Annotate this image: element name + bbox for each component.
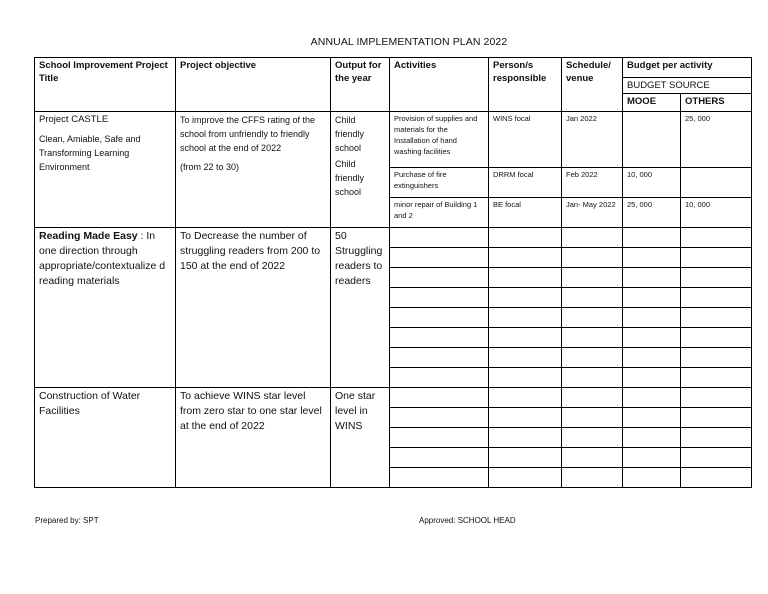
- empty-cell: [681, 468, 752, 488]
- project-castle-objective-note: (from 22 to 30): [180, 162, 240, 172]
- project-castle-output-cell: [331, 112, 390, 228]
- reading-project-title-cell: [35, 228, 176, 388]
- empty-cell: [562, 448, 623, 468]
- empty-cell: [489, 228, 562, 248]
- reading-project-objective: To Decrease the number of struggling readers from 200 to 150 at the end of 2022: [176, 228, 331, 388]
- person-cell: WINS focal: [489, 112, 562, 168]
- empty-cell: [562, 348, 623, 368]
- empty-cell: [623, 428, 681, 448]
- empty-cell: [623, 308, 681, 328]
- empty-cell: [562, 408, 623, 428]
- person-cell: BE focal: [489, 198, 562, 228]
- empty-cell: [390, 328, 489, 348]
- empty-cell: [489, 388, 562, 408]
- mooe-cell: 25, 000: [623, 198, 681, 228]
- prepared-by: Prepared by: SPT: [35, 516, 99, 525]
- empty-cell: [623, 368, 681, 388]
- schedule-cell: Jan- May 2022: [562, 198, 623, 228]
- activity-cell: minor repair of Building 1 and 2: [390, 198, 489, 228]
- water-project-title: Construction of Water Facilities: [35, 388, 176, 488]
- empty-cell: [681, 248, 752, 268]
- schedule-cell: Jan 2022: [562, 112, 623, 168]
- empty-cell: [489, 468, 562, 488]
- empty-cell: [390, 308, 489, 328]
- water-project-output: One star level in WINS: [331, 388, 390, 488]
- empty-cell: [681, 348, 752, 368]
- empty-cell: [489, 268, 562, 288]
- reading-project-description: : In one direction through appropriate/contextualize d reading materials: [39, 230, 166, 287]
- empty-cell: [681, 328, 752, 348]
- empty-cell: [489, 448, 562, 468]
- empty-cell: [390, 268, 489, 288]
- empty-cell: [562, 248, 623, 268]
- schedule-cell: Feb 2022: [562, 168, 623, 198]
- empty-cell: [390, 248, 489, 268]
- empty-cell: [562, 228, 623, 248]
- empty-cell: [681, 228, 752, 248]
- empty-cell: [623, 288, 681, 308]
- empty-cell: [623, 228, 681, 248]
- empty-cell: [562, 428, 623, 448]
- header-output: Output for the year: [331, 58, 390, 112]
- empty-cell: [562, 328, 623, 348]
- empty-cell: [390, 228, 489, 248]
- empty-cell: [623, 408, 681, 428]
- others-cell: 25, 000: [681, 112, 752, 168]
- activity-cell: Provision of supplies and materials for the Installation of hand washing facilities: [390, 112, 489, 168]
- project-castle-output-1: Child friendly school: [335, 115, 365, 153]
- reading-project-output: 50 Struggling readers to readers: [331, 228, 390, 388]
- project-castle-title-cell: [35, 112, 176, 228]
- empty-cell: [489, 348, 562, 368]
- header-mooe: MOOE: [623, 94, 681, 112]
- project-castle-objective: To improve the CFFS rating of the school from unfriendly to friendly school at the end of 2022: [180, 115, 316, 153]
- empty-cell: [390, 288, 489, 308]
- water-project-objective: To achieve WINS star level from zero star to one star level at the end of 2022: [176, 388, 331, 488]
- empty-cell: [562, 288, 623, 308]
- approved-by: Approved: SCHOOL HEAD: [419, 516, 516, 525]
- empty-cell: [623, 468, 681, 488]
- empty-cell: [489, 328, 562, 348]
- reading-project-title: Reading Made Easy: [39, 230, 138, 242]
- empty-cell: [390, 428, 489, 448]
- empty-cell: [623, 348, 681, 368]
- empty-cell: [681, 308, 752, 328]
- header-activities: Activities: [390, 58, 489, 112]
- header-project-title: School Improvement Project Title: [35, 58, 176, 112]
- empty-cell: [681, 428, 752, 448]
- project-castle-objective-cell: [176, 112, 331, 228]
- empty-cell: [489, 248, 562, 268]
- empty-cell: [562, 368, 623, 388]
- empty-cell: [681, 288, 752, 308]
- empty-cell: [489, 408, 562, 428]
- project-castle-title: Project CASTLE: [39, 114, 109, 125]
- header-schedule: Schedule/ venue: [562, 58, 623, 112]
- empty-cell: [390, 448, 489, 468]
- page-title: ANNUAL IMPLEMENTATION PLAN 2022: [310, 36, 508, 48]
- empty-cell: [623, 268, 681, 288]
- empty-cell: [681, 268, 752, 288]
- empty-cell: [623, 328, 681, 348]
- empty-cell: [681, 448, 752, 468]
- header-objective: Project objective: [176, 58, 331, 112]
- project-castle-output-2: Child friendly school: [335, 159, 365, 197]
- empty-cell: [390, 468, 489, 488]
- person-cell: DRRM focal: [489, 168, 562, 198]
- mooe-cell: 10, 000: [623, 168, 681, 198]
- empty-cell: [562, 268, 623, 288]
- empty-cell: [390, 348, 489, 368]
- header-others: OTHERS: [681, 94, 752, 112]
- empty-cell: [489, 428, 562, 448]
- empty-cell: [562, 388, 623, 408]
- empty-cell: [623, 448, 681, 468]
- empty-cell: [623, 248, 681, 268]
- empty-cell: [489, 308, 562, 328]
- header-persons: Person/s responsible: [489, 58, 562, 112]
- others-cell: [681, 168, 752, 198]
- empty-cell: [681, 388, 752, 408]
- empty-cell: [390, 388, 489, 408]
- others-cell: 10, 000: [681, 198, 752, 228]
- empty-cell: [390, 408, 489, 428]
- empty-cell: [681, 408, 752, 428]
- empty-cell: [681, 368, 752, 388]
- empty-cell: [562, 468, 623, 488]
- activity-cell: Purchase of fire extinguishers: [390, 168, 489, 198]
- empty-cell: [390, 368, 489, 388]
- header-budget: Budget per activity: [623, 58, 752, 78]
- mooe-cell: [623, 112, 681, 168]
- implementation-plan-table: [34, 57, 752, 488]
- empty-cell: [562, 308, 623, 328]
- empty-cell: [489, 288, 562, 308]
- empty-cell: [623, 388, 681, 408]
- empty-cell: [489, 368, 562, 388]
- header-budget-source: BUDGET SOURCE: [623, 78, 752, 94]
- project-castle-subtitle: Clean, Amiable, Safe and Transforming Learning Environment: [39, 134, 141, 172]
